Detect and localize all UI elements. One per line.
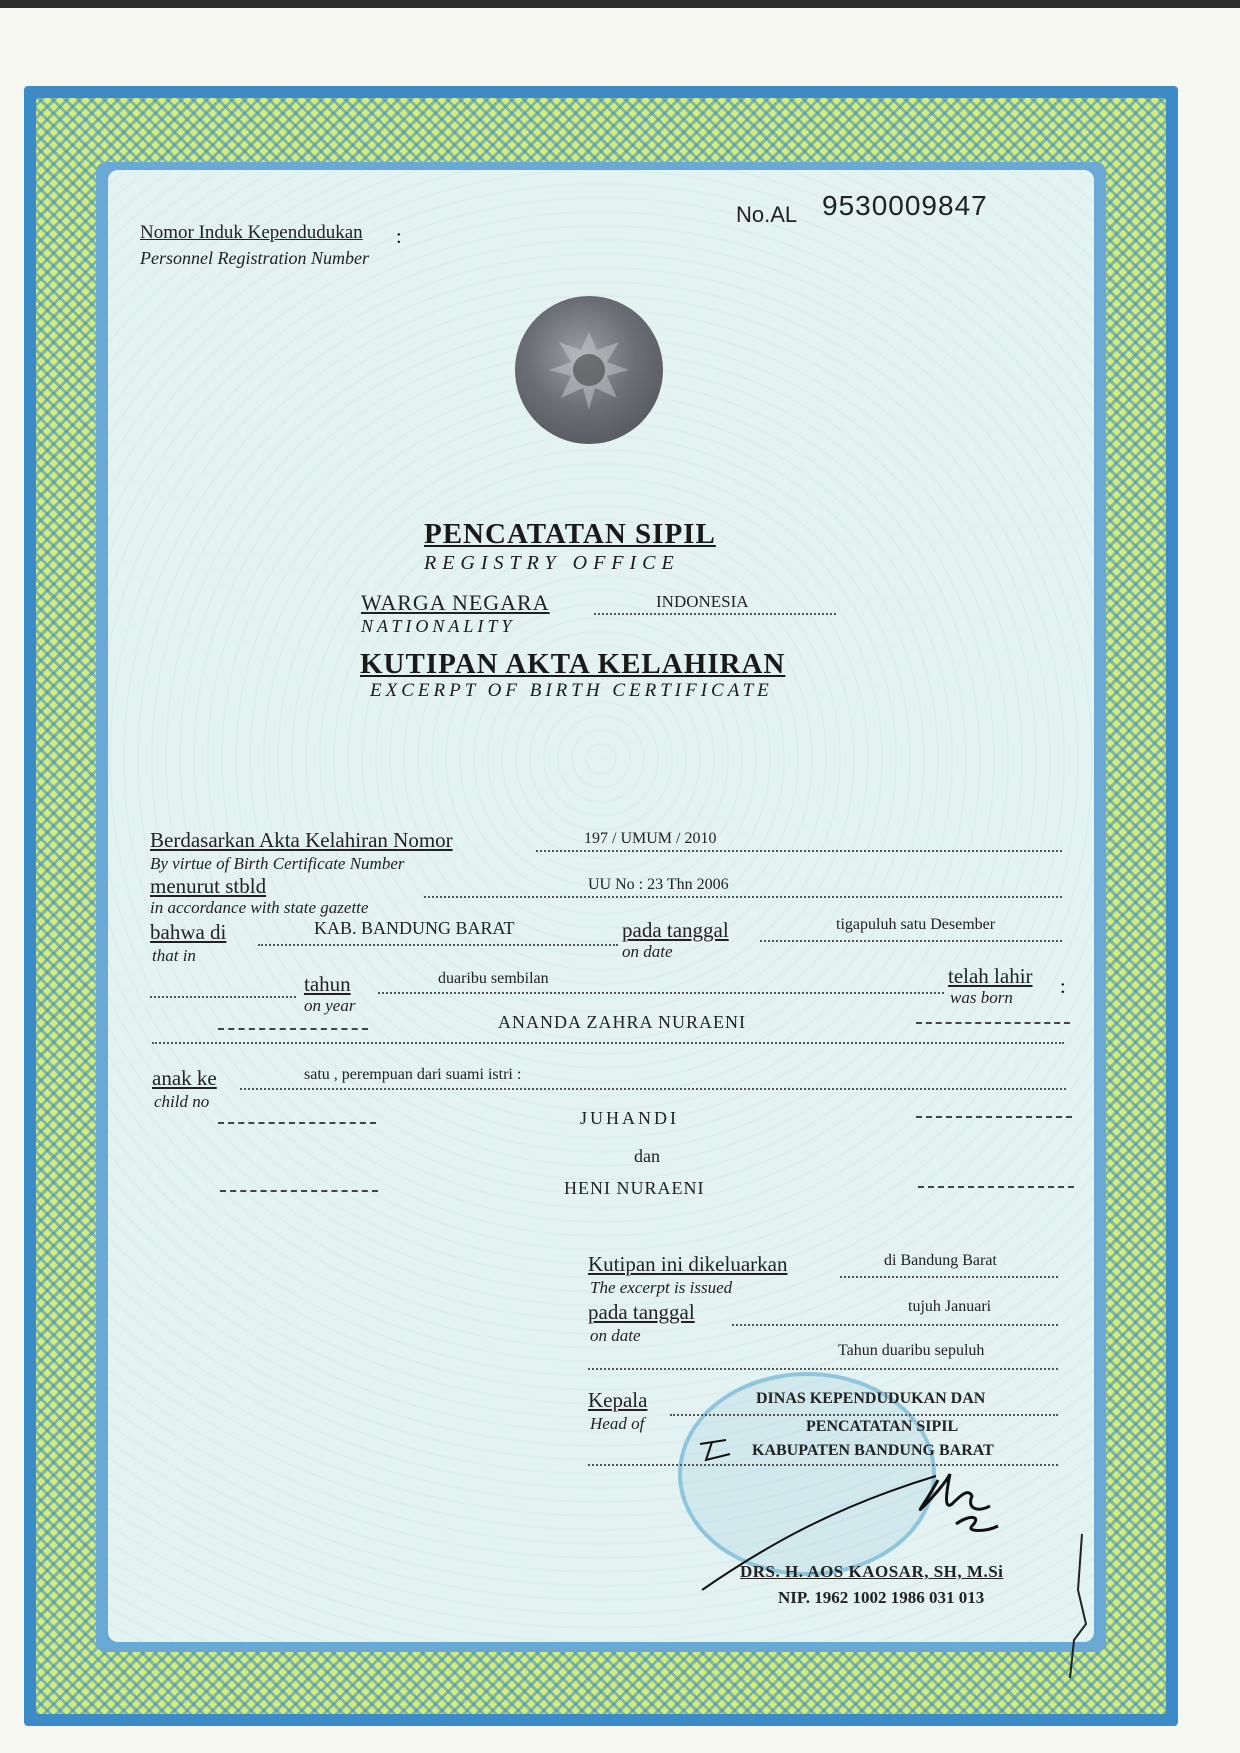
child-name-dotted-line: [152, 1042, 1064, 1044]
head-office-line-3: KABUPATEN BANDUNG BARAT: [752, 1442, 994, 1459]
birthplace-dotted-line: [258, 944, 618, 946]
birthyear-label: tahun: [304, 972, 351, 996]
scan-top-edge: [0, 0, 1240, 8]
parents-conjunction: dan: [634, 1146, 660, 1166]
birthyear-value: duaribu sembilan: [438, 970, 549, 987]
head-dotted-line-1: [670, 1414, 1058, 1416]
issued-label-en: The excerpt is issued: [590, 1278, 733, 1297]
issued-label: Kutipan ini dikeluarkan: [588, 1252, 788, 1276]
signatory-nip: NIP. 1962 1002 1986 031 013: [778, 1588, 985, 1607]
garuda-emblem-icon: [515, 296, 663, 444]
excerpt-title-en: EXCERPT OF BIRTH CERTIFICATE: [370, 680, 773, 701]
mother-right-dashes: [918, 1186, 1074, 1188]
nationality-label: WARGA NEGARA: [361, 590, 550, 615]
child-order-dotted-line: [240, 1088, 1066, 1090]
margin-handwriting-icon: [1060, 1530, 1100, 1690]
year-leading-dotted-line: [150, 996, 296, 998]
nik-colon: :: [396, 226, 402, 248]
father-right-dashes: [916, 1116, 1072, 1118]
stbld-dotted-line: [424, 896, 1062, 898]
issued-year-value: Tahun duaribu sepuluh: [838, 1342, 985, 1359]
cert-no-prefix: No.AL: [736, 202, 798, 227]
child-order-label: anak ke: [152, 1066, 217, 1090]
issued-year-dotted-line: [588, 1368, 1058, 1370]
nationality-dotted-line: [594, 613, 836, 615]
office-title-en: REGISTRY OFFICE: [424, 552, 680, 574]
birthplace-label: bahwa di: [150, 920, 227, 944]
head-office-line-2: PENCATATAN SIPIL: [806, 1418, 959, 1435]
birthyear-dotted-line: [378, 992, 944, 994]
child-name: ANANDA ZAHRA NURAENI: [498, 1012, 746, 1032]
signatory-name: DRS. H. AOS KAOSAR, SH, M.Si: [740, 1562, 1004, 1581]
child-name-right-dashes: [916, 1022, 1070, 1024]
nik-label: Nomor Induk Kependudukan: [140, 222, 363, 243]
stbld-label: menurut stbld: [150, 874, 267, 898]
issued-date-dotted-line: [732, 1324, 1058, 1326]
child-order-label-en: child no: [154, 1092, 210, 1111]
born-label-en: was born: [950, 988, 1013, 1007]
issued-date-value: tujuh Januari: [908, 1298, 992, 1315]
birthplace-label-en: that in: [152, 946, 196, 965]
child-name-left-dashes: [218, 1028, 368, 1030]
child-order-value: satu , perempuan dari suami istri :: [304, 1066, 522, 1083]
mother-left-dashes: [220, 1190, 378, 1192]
garuda-seal-icon: [515, 296, 663, 444]
birthdate-label: pada tanggal: [622, 918, 729, 942]
cert-number-value: 197 / UMUM / 2010: [584, 830, 717, 847]
stbld-label-en: in accordance with state gazette: [150, 898, 369, 917]
head-label: Kepala: [588, 1388, 648, 1412]
cert-number-label-en: By virtue of Birth Certificate Number: [150, 854, 405, 873]
stbld-value: UU No : 23 Thn 2006: [588, 876, 729, 893]
cert-number-dotted-line: [536, 850, 1062, 852]
paraf-mark-icon: [696, 1436, 736, 1466]
issued-place-value: di Bandung Barat: [884, 1252, 997, 1269]
excerpt-title: KUTIPAN AKTA KELAHIRAN: [360, 648, 786, 680]
head-office-line-1: DINAS KEPENDUDUKAN DAN: [756, 1390, 986, 1407]
birthyear-label-en: on year: [304, 996, 356, 1015]
office-title: PENCATATAN SIPIL: [424, 518, 716, 550]
nationality-label-en: NATIONALITY: [361, 616, 516, 636]
born-colon: :: [1060, 976, 1066, 998]
cert-number-label: Berdasarkan Akta Kelahiran Nomor: [150, 828, 453, 852]
nationality-value: INDONESIA: [656, 592, 749, 611]
head-label-en: Head of: [590, 1414, 645, 1433]
father-left-dashes: [218, 1122, 376, 1124]
birthdate-value: tigapuluh satu Desember: [836, 916, 996, 933]
issued-place-dotted-line: [840, 1276, 1058, 1278]
birthdate-dotted-line: [760, 940, 1062, 942]
mother-name: HENI NURAENI: [564, 1178, 705, 1198]
nik-label-en: Personnel Registration Number: [140, 248, 369, 268]
birthplace-value: KAB. BANDUNG BARAT: [314, 918, 515, 938]
father-name: JUHANDI: [580, 1108, 679, 1128]
issued-date-label-en: on date: [590, 1326, 641, 1345]
born-label: telah lahir: [948, 964, 1033, 988]
issued-date-label: pada tanggal: [588, 1300, 695, 1324]
cert-serial-number: 9530009847: [822, 190, 988, 221]
birthdate-label-en: on date: [622, 942, 673, 961]
